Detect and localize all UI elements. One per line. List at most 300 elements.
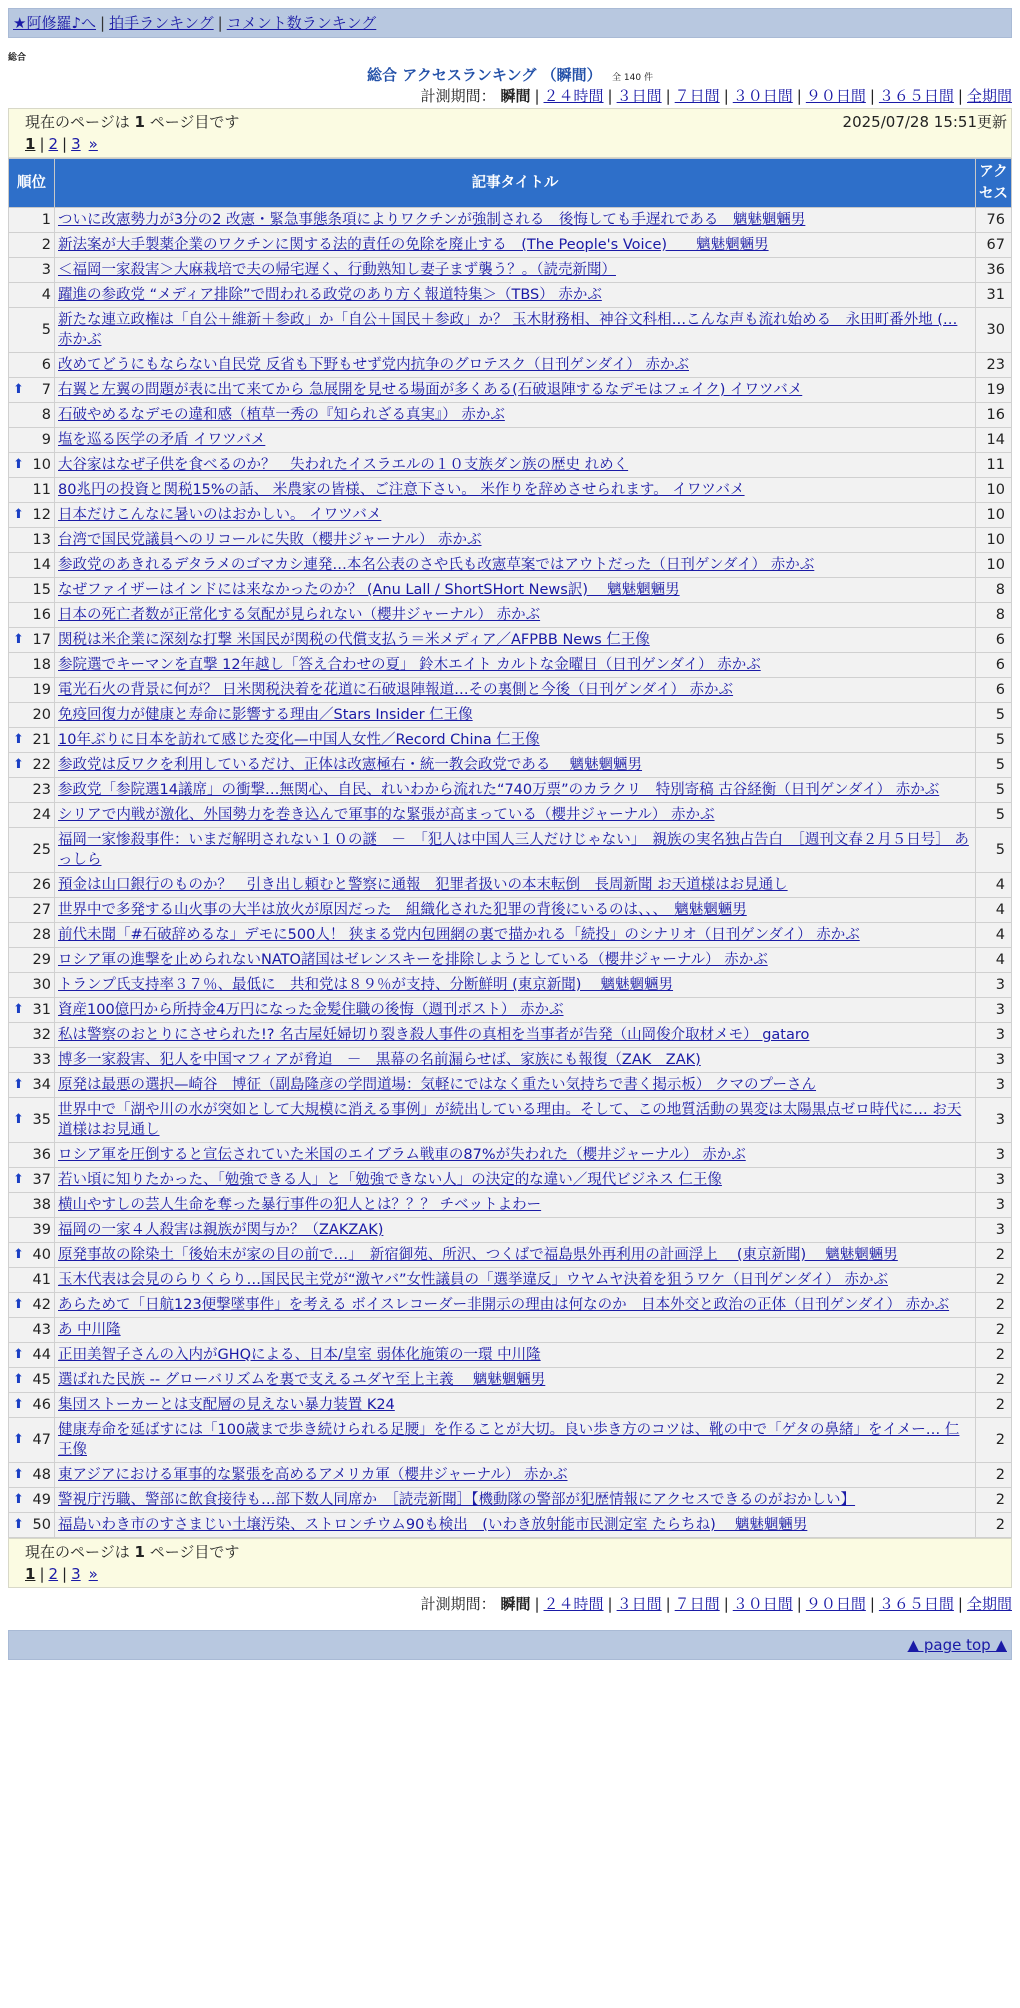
table-row [9, 1143, 1012, 1168]
rank-number: 8 [41, 407, 51, 423]
rank-number: 32 [32, 1027, 51, 1043]
period-link-3d[interactable]: ３日間 [616, 87, 662, 105]
period-link-365d[interactable]: ３６５日間 [878, 87, 954, 105]
article-title-link[interactable]: 玉木代表は会見のらりくらり…国民民主党が“激ヤバ”女性議員の「選挙違反」ウヤムヤ決着を狙うワケ（日刊ゲンダイ） 赤かぶ [58, 1272, 889, 1288]
access-count: 2 [976, 1293, 1012, 1318]
title-cell [55, 208, 976, 233]
period-link-all[interactable]: 全期間 [966, 1595, 1012, 1613]
rank-number: 48 [32, 1467, 51, 1483]
title-cell [55, 628, 976, 653]
col-header-rank: 順位 [9, 159, 55, 208]
rank-number: 11 [32, 482, 51, 498]
rank-number: 40 [32, 1247, 51, 1263]
rank-cell [9, 1243, 55, 1268]
nav-link-comment-ranking[interactable]: コメント数ランキング [226, 14, 377, 32]
table-row [9, 1513, 1012, 1538]
article-title-link[interactable]: 福岡一家惨殺事件：いまだ解明されない１０の謎 － 「犯人は中国人三人だけじゃない」 親族の実名独占告白 ［週刊文春２月５日号］ あっしら [58, 832, 969, 868]
access-count: 3 [976, 1023, 1012, 1048]
access-count: 36 [976, 258, 1012, 283]
up-arrow-icon: ⬆ [13, 1517, 24, 1532]
rank-cell [9, 973, 55, 998]
access-count: 4 [976, 948, 1012, 973]
table-row [9, 898, 1012, 923]
period-link-24h[interactable]: ２４時間 [543, 1595, 604, 1613]
rank-number: 37 [32, 1172, 51, 1188]
table-row [9, 258, 1012, 283]
rank-number: 18 [32, 657, 51, 673]
article-title-link[interactable]: 日本だけこんなに暑いのはおかしい。 イワツバメ [58, 507, 382, 523]
title-cell [55, 873, 976, 898]
article-title-link[interactable]: 正田美智子さんの入内がGHQによる、日本/皇室 弱体化施策の一環 中川隆 [58, 1347, 541, 1363]
article-title-link[interactable]: 新たな連立政権は「自公＋維新＋参政」か「自公＋国民＋参政」か？ 玉木財務相、神谷文科相…こんな声も流れ始める 永田町番外地 (… 赤かぶ [58, 312, 958, 348]
rank-cell [9, 578, 55, 603]
title-cell [55, 1513, 976, 1538]
title-cell [55, 753, 976, 778]
title-cell [55, 453, 976, 478]
access-count: 23 [976, 353, 1012, 378]
article-title-link[interactable]: 世界中で多発する山火事の大半は放火が原因だった 組織化された犯罪の背後にいるのは、、、 魑魅魍魎男 [58, 902, 747, 918]
article-title-link[interactable]: 右翼と左翼の問題が表に出て来てから 急展開を見せる場面が多くある(石破退陣するなデモはフェイク) イワツバメ [58, 382, 803, 398]
article-title-link[interactable]: 原発は最悪の選択—崎谷 博征（副島隆彦の学問道場：気軽にではなく重たい気持ちで書く掲示板） クマのプーさん [58, 1077, 817, 1093]
access-count: 4 [976, 923, 1012, 948]
rank-cell [9, 1293, 55, 1318]
nav-separator: | [217, 14, 223, 32]
period-link-7d[interactable]: ７日間 [674, 1595, 720, 1613]
title-cell [55, 728, 976, 753]
access-count: 3 [976, 1143, 1012, 1168]
rank-cell [9, 678, 55, 703]
access-count: 2 [976, 1418, 1012, 1463]
article-title-link[interactable]: 原発事故の除染土「後始末が家の目の前で…」 新宿御苑、所沢、つくばで福島県外再利用の計画浮上 (東京新聞) 魑魅魍魎男 [58, 1247, 898, 1263]
up-arrow-icon: ⬆ [13, 1432, 24, 1447]
access-count: 4 [976, 873, 1012, 898]
article-title-link[interactable]: 横山やすしの芸人生命を奪った暴行事件の犯人とは？？？ チベットよわー [58, 1197, 542, 1213]
table-row [9, 428, 1012, 453]
rank-number: 6 [41, 357, 51, 373]
rank-cell [9, 1048, 55, 1073]
rank-cell [9, 233, 55, 258]
access-count: 2 [976, 1343, 1012, 1368]
period-selector-bottom: 計測期間： 瞬間 | ２４時間 | ３日間 | ７日間 | ３０日間 | ９０日間 | ３６５日間 | 全期間 [420, 1595, 1012, 1613]
article-title-link[interactable]: シリアで内戦が激化、外国勢力を巻き込んで軍事的な緊張が高まっている（櫻井ジャーナル） 赤かぶ [58, 807, 715, 823]
table-row [9, 803, 1012, 828]
access-count: 31 [976, 283, 1012, 308]
up-arrow-icon: ⬆ [13, 732, 24, 747]
ranking-title-row [8, 64, 1012, 84]
up-arrow-icon: ⬆ [13, 632, 24, 647]
pager-link-page-2[interactable]: 2 [48, 135, 59, 153]
table-row [9, 628, 1012, 653]
table-row [9, 1073, 1012, 1098]
title-cell [55, 1143, 976, 1168]
title-cell [55, 1243, 976, 1268]
current-page-text: 現在のページは 1 ページ目です [25, 1543, 240, 1561]
total-count: 全 140 件 [612, 73, 653, 83]
access-count: 3 [976, 973, 1012, 998]
article-title-link[interactable]: 新法案が大手製薬企業のワクチンに関する法的責任の免除を廃止する (The People's Voice) 魑魅魍魎男 [58, 237, 769, 253]
rank-number: 38 [32, 1197, 51, 1213]
table-row [9, 1023, 1012, 1048]
rank-cell [9, 353, 55, 378]
period-link-3d[interactable]: ３日間 [616, 1595, 662, 1613]
rank-number: 5 [41, 322, 51, 338]
rank-number: 16 [32, 607, 51, 623]
title-cell [55, 678, 976, 703]
access-count: 5 [976, 753, 1012, 778]
rank-cell [9, 1218, 55, 1243]
article-title-link[interactable]: 日本の死亡者数が正常化する気配が見られない（櫻井ジャーナル） 赤かぶ [58, 607, 541, 623]
rank-number: 24 [32, 807, 51, 823]
up-arrow-icon: ⬆ [13, 1492, 24, 1507]
period-link-7d[interactable]: ７日間 [674, 87, 720, 105]
rank-number: 49 [32, 1492, 51, 1508]
table-row [9, 1268, 1012, 1293]
top-nav [8, 8, 1012, 38]
access-count: 10 [976, 478, 1012, 503]
period-link-30d[interactable]: ３０日間 [732, 87, 793, 105]
title-cell [55, 1488, 976, 1513]
rank-number: 2 [41, 237, 51, 253]
access-count: 8 [976, 578, 1012, 603]
pager-current-page: 1 [25, 135, 36, 153]
rank-number: 41 [32, 1272, 51, 1288]
rank-cell [9, 1488, 55, 1513]
rank-cell [9, 828, 55, 873]
access-count: 2 [976, 1268, 1012, 1293]
rank-cell [9, 453, 55, 478]
rank-cell [9, 1318, 55, 1343]
rank-number: 1 [41, 212, 51, 228]
access-count: 67 [976, 233, 1012, 258]
rank-number: 39 [32, 1222, 51, 1238]
period-current: 瞬間 [500, 1595, 531, 1613]
rank-number: 21 [32, 732, 51, 748]
access-count: 5 [976, 828, 1012, 873]
access-count: 3 [976, 1048, 1012, 1073]
article-title-link[interactable]: あらためて「日航123便撃墜事件」を考える ボイスレコーダー非開示の理由は何なのか 日本外交と政治の正体（日刊ゲンダイ） 赤かぶ [58, 1297, 950, 1313]
article-title-link[interactable]: 集団ストーカーとは支配層の見えない暴力装置 K24 [58, 1397, 395, 1413]
rank-cell [9, 778, 55, 803]
rank-number: 9 [41, 432, 51, 448]
table-row [9, 453, 1012, 478]
table-row [9, 873, 1012, 898]
period-selector-top: 計測期間： 瞬間 | ２４時間 | ３日間 | ７日間 | ３０日間 | ９０日間 | ３６５日間 | 全期間 [420, 87, 1012, 105]
article-title-link[interactable]: 私は警察のおとりにさせられた!? 名古屋妊婦切り裂き殺人事件の真相を当事者が告発（山岡俊介取材メモ） gataro [58, 1027, 810, 1043]
current-page-text: 現在のページは 1 ページ目です [25, 113, 240, 131]
pager-top: 現在のページは 1 ページ目です 2025/07/28 15:51更新 1 | 2 | 3 » [8, 108, 1012, 158]
rank-cell [9, 553, 55, 578]
title-cell [55, 553, 976, 578]
article-title-link[interactable]: 参政党は反ワクを利用しているだけ、正体は改憲極右・統一教会政党である 魑魅魍魎男 [58, 757, 643, 773]
rank-number: 26 [32, 877, 51, 893]
article-title-link[interactable]: ＜福岡一家殺害＞大麻栽培で夫の帰宅遅く、行動熟知し妻子まず襲う？。（読売新聞） [58, 262, 616, 278]
article-title-link[interactable]: 改めてどうにもならない自民党 反省も下野もせず党内抗争のグロテスク（日刊ゲンダイ） 赤かぶ [58, 357, 689, 373]
table-row [9, 1193, 1012, 1218]
title-cell [55, 1023, 976, 1048]
rank-number: 23 [32, 782, 51, 798]
table-row [9, 1243, 1012, 1268]
access-count: 30 [976, 308, 1012, 353]
table-row [9, 353, 1012, 378]
rank-cell [9, 753, 55, 778]
title-cell [55, 1098, 976, 1143]
article-title-link[interactable]: ロシア軍を圧倒すると宣伝されていた米国のエイブラム戦車の87%が失われた（櫻井ジャーナル） 赤かぶ [58, 1147, 746, 1163]
access-count: 10 [976, 528, 1012, 553]
rank-number: 33 [32, 1052, 51, 1068]
table-row [9, 403, 1012, 428]
access-count: 5 [976, 728, 1012, 753]
table-row [9, 283, 1012, 308]
access-count: 3 [976, 1193, 1012, 1218]
title-cell [55, 1073, 976, 1098]
article-title-link[interactable]: あ 中川隆 [58, 1322, 121, 1338]
rank-cell [9, 653, 55, 678]
access-count: 3 [976, 1098, 1012, 1143]
article-title-link[interactable]: 電光石火の背景に何が？ 日米関税決着を花道に石破退陣報道…その裏側と今後（日刊ゲンダイ） 赤かぶ [58, 682, 734, 698]
pager-link-page-3[interactable]: 3 [71, 1565, 81, 1583]
rank-cell [9, 803, 55, 828]
table-row [9, 923, 1012, 948]
rank-number: 45 [32, 1372, 51, 1388]
rank-number: 30 [32, 977, 51, 993]
rank-number: 43 [32, 1322, 51, 1338]
table-row [9, 1368, 1012, 1393]
pager-link-next[interactable]: » [88, 135, 98, 153]
table-row [9, 233, 1012, 258]
access-count: 3 [976, 1168, 1012, 1193]
updated-timestamp: 2025/07/28 15:51更新 [842, 113, 1007, 131]
article-title-link[interactable]: 80兆円の投資と関税15%の話、 米農家の皆様、ご注意下さい。 米作りを辞めさせられます。 イワツバメ [58, 482, 745, 498]
table-row [9, 1488, 1012, 1513]
access-count: 2 [976, 1368, 1012, 1393]
nav-link-asyura-home[interactable]: ★阿修羅♪へ [13, 14, 97, 32]
article-title-link[interactable]: ロシア軍の進撃を止められないNATO諸国はゼレンスキーを排除しようとしている（櫻井ジャーナル） 赤かぶ [58, 952, 768, 968]
table-row [9, 678, 1012, 703]
rank-number: 22 [32, 757, 51, 773]
up-arrow-icon: ⬆ [13, 1347, 24, 1362]
access-count: 2 [976, 1488, 1012, 1513]
access-count: 8 [976, 603, 1012, 628]
period-link-365d[interactable]: ３６５日間 [878, 1595, 954, 1613]
title-cell [55, 948, 976, 973]
rank-cell [9, 1393, 55, 1418]
rank-cell [9, 1343, 55, 1368]
rank-cell [9, 1268, 55, 1293]
access-count: 6 [976, 653, 1012, 678]
pager-link-page-3[interactable]: 3 [71, 135, 81, 153]
col-header-access: アクセス [976, 159, 1012, 208]
table-row [9, 503, 1012, 528]
up-arrow-icon: ⬆ [13, 1467, 24, 1482]
article-title-link[interactable]: 大谷家はなぜ子供を食べるのか？ 失われたイスラエルの１０支族ダン族の歴史 れめく [58, 457, 629, 473]
rank-cell [9, 283, 55, 308]
rank-cell [9, 378, 55, 403]
title-cell [55, 478, 976, 503]
article-title-link[interactable]: 東アジアにおける軍事的な緊張を高めるアメリカ軍（櫻井ジャーナル） 赤かぶ [58, 1467, 568, 1483]
rank-number: 31 [32, 1002, 51, 1018]
article-title-link[interactable]: 健康寿命を延ばすには「100歳まで歩き続けられる足腰」を作ることが大切。良い歩き方のコツは、靴の中で「ゲタの鼻緒」をイメー… 仁王像 [58, 1422, 960, 1458]
title-cell [55, 923, 976, 948]
title-cell [55, 1168, 976, 1193]
access-count: 3 [976, 1073, 1012, 1098]
title-cell [55, 898, 976, 923]
up-arrow-icon: ⬆ [13, 1112, 24, 1127]
access-count: 2 [976, 1243, 1012, 1268]
rank-cell [9, 208, 55, 233]
table-row [9, 1168, 1012, 1193]
access-count: 10 [976, 553, 1012, 578]
page-top-link[interactable]: ▲ page top ▲ [907, 1636, 1007, 1654]
up-arrow-icon: ⬆ [13, 1397, 24, 1412]
title-cell [55, 308, 976, 353]
article-title-link[interactable]: 台湾で国民党議員へのリコールに失敗（櫻井ジャーナル） 赤かぶ [58, 532, 482, 548]
rank-cell [9, 258, 55, 283]
rank-number: 3 [41, 262, 51, 278]
access-count: 5 [976, 778, 1012, 803]
rank-number: 14 [32, 557, 51, 573]
article-title-link[interactable]: 10年ぶりに日本を訪れて感じた変化—中国人女性／Record China 仁王像 [58, 732, 540, 748]
access-count: 6 [976, 678, 1012, 703]
rank-cell [9, 948, 55, 973]
rank-number: 7 [41, 382, 51, 398]
table-row [9, 1393, 1012, 1418]
article-title-link[interactable]: 塩を巡る医学の矛盾 イワツバメ [58, 432, 266, 448]
title-cell [55, 428, 976, 453]
rank-number: 36 [32, 1147, 51, 1163]
table-row [9, 703, 1012, 728]
rank-cell [9, 1143, 55, 1168]
rank-number: 19 [32, 682, 51, 698]
article-title-link[interactable]: 世界中で「湖や川の水が突如として大規模に消える事例」が続出している理由。そして、この地質活動の異変は太陽黒点ゼロ時代に… お天道様はお見通し [58, 1102, 962, 1138]
title-cell [55, 1293, 976, 1318]
rank-cell [9, 528, 55, 553]
rank-cell [9, 1513, 55, 1538]
rank-number: 25 [32, 842, 51, 858]
table-row [9, 653, 1012, 678]
access-count: 76 [976, 208, 1012, 233]
up-arrow-icon: ⬆ [13, 757, 24, 772]
title-cell [55, 603, 976, 628]
title-cell [55, 378, 976, 403]
rank-cell [9, 703, 55, 728]
table-row [9, 998, 1012, 1023]
table-row [9, 1343, 1012, 1368]
access-count: 4 [976, 898, 1012, 923]
access-count: 10 [976, 503, 1012, 528]
title-cell [55, 653, 976, 678]
access-count: 14 [976, 428, 1012, 453]
ranking-table-body [9, 208, 1012, 1538]
title-cell [55, 1268, 976, 1293]
up-arrow-icon: ⬆ [13, 507, 24, 522]
rank-cell [9, 308, 55, 353]
rank-cell [9, 1193, 55, 1218]
period-current: 瞬間 [500, 87, 531, 105]
rank-cell [9, 898, 55, 923]
article-title-link[interactable]: 警視庁汚職、警部に飲食接待も…部下数人同席か ［読売新聞］【機動隊の警部が犯歴情報にアクセスできるのがおかしい】 [58, 1492, 856, 1508]
up-arrow-icon: ⬆ [13, 1247, 24, 1262]
rank-cell [9, 628, 55, 653]
title-cell [55, 778, 976, 803]
article-title-link[interactable]: 石破やめるなデモの違和感（植草一秀の『知られざる真実』） 赤かぶ [58, 407, 505, 423]
up-arrow-icon: ⬆ [13, 1172, 24, 1187]
article-title-link[interactable]: 躍進の参政党 “メディア排除”で問われる政党のあり方く報道特集＞（TBS） 赤かぶ [58, 287, 602, 303]
rank-number: 28 [32, 927, 51, 943]
table-row [9, 1318, 1012, 1343]
period-link-90d[interactable]: ９０日間 [805, 87, 866, 105]
article-title-link[interactable]: 参政党のあきれるデタラメのゴマカシ連発…本名公表のさや氏も改憲草案ではアウトだった（日刊ゲンダイ） 赤かぶ [58, 557, 815, 573]
rank-cell [9, 998, 55, 1023]
rank-cell [9, 1463, 55, 1488]
table-row [9, 1098, 1012, 1143]
title-cell [55, 1193, 976, 1218]
period-link-90d[interactable]: ９０日間 [805, 1595, 866, 1613]
article-title-link[interactable]: ついに改憲勢力が3分の2 改憲・緊急事態条項によりワクチンが強制される 後悔しても手遅れである 魑魅魍魎男 [58, 212, 806, 228]
article-title-link[interactable]: 資産100億円から所持金4万円になった金髪住職の後悔（週刊ポスト） 赤かぶ [58, 1002, 564, 1018]
period-label: 計測期間： [420, 1595, 496, 1613]
rank-number: 42 [32, 1297, 51, 1313]
rank-cell [9, 1098, 55, 1143]
up-arrow-icon: ⬆ [13, 1002, 24, 1017]
title-cell [55, 503, 976, 528]
rank-cell [9, 1418, 55, 1463]
period-label: 計測期間： [420, 87, 496, 105]
rank-number: 46 [32, 1397, 51, 1413]
access-count: 5 [976, 803, 1012, 828]
article-title-link[interactable]: 博多一家殺害、犯人を中国マフィアが脅迫 － 黒幕の名前漏らせば、家族にも報復（ZAK ZAK) [58, 1052, 701, 1068]
rank-cell [9, 923, 55, 948]
title-cell [55, 233, 976, 258]
article-title-link[interactable]: 参政党「参院選14議席」の衝撃…無関心、自民、れいわから流れた“740万票”のカラクリ 特別寄稿 古谷経衡（日刊ゲンダイ） 赤かぶ [58, 782, 940, 798]
article-title-link[interactable]: 選ばれた民族 -- グローバリズムを裏で支えるユダヤ至上主義 魑魅魍魎男 [58, 1372, 546, 1388]
article-title-link[interactable]: 福島いわき市のすさまじい土壌汚染、ストロンチウム90も検出 (いわき放射能市民測定室 たらちね) 魑魅魍魎男 [58, 1517, 808, 1533]
title-cell [55, 1463, 976, 1488]
rank-number: 4 [41, 287, 51, 303]
article-title-link[interactable]: 福岡の一家４人殺害は親族が関与か？（ZAKZAK) [58, 1222, 384, 1238]
pager-link-page-2[interactable]: 2 [48, 1565, 59, 1583]
rank-number: 20 [32, 707, 51, 723]
period-link-30d[interactable]: ３０日間 [732, 1595, 793, 1613]
article-title-link[interactable]: 免疫回復力が健康と寿命に影響する理由／Stars Insider 仁王像 [58, 707, 473, 723]
pager-link-next[interactable]: » [88, 1565, 98, 1583]
title-cell [55, 1418, 976, 1463]
rank-cell [9, 503, 55, 528]
table-row [9, 728, 1012, 753]
table-row [9, 828, 1012, 873]
article-title-link[interactable]: トランプ氏支持率３７％、最低に 共和党は８９％が支持、分断鮮明 (東京新聞) 魑魅魍魎男 [58, 977, 674, 993]
article-title-link[interactable]: 預金は山口銀行のものか？ 引き出し頼むと警察に通報 犯罪者扱いの本末転倒 長周新聞 お天道様はお見通し [58, 877, 788, 893]
table-row [9, 1218, 1012, 1243]
article-title-link[interactable]: 若い頃に知りたかった、「勉強できる人」と「勉強できない人」の決定的な違い／現代ビジネス 仁王像 [58, 1172, 722, 1188]
article-title-link[interactable]: なぜファイザーはインドには来なかったのか？ (Anu Lall / ShortSHort News訳) 魑魅魍魎男 [58, 582, 680, 598]
title-cell [55, 353, 976, 378]
article-title-link[interactable]: 前代未聞「#石破辞めるな」デモに500人！ 狭まる党内包囲網の裏で描かれる「続投」のシナリオ（日刊ゲンダイ） 赤かぶ [58, 927, 860, 943]
title-cell [55, 973, 976, 998]
nav-link-applause-ranking[interactable]: 拍手ランキング [109, 14, 214, 32]
article-title-link[interactable]: 関税は米企業に深刻な打撃 米国民が関税の代償支払う＝米メディア／AFPBB News 仁王像 [58, 632, 650, 648]
rank-number: 12 [32, 507, 51, 523]
access-count: 5 [976, 703, 1012, 728]
title-cell [55, 1318, 976, 1343]
period-link-24h[interactable]: ２４時間 [543, 87, 604, 105]
rank-number: 10 [32, 457, 51, 473]
table-row [9, 753, 1012, 778]
article-title-link[interactable]: 参院選でキーマンを直撃 12年越し「答え合わせの夏」 鈴木エイト カルトな金曜日（日刊ゲンダイ） 赤かぶ [58, 657, 761, 673]
col-header-title: 記事タイトル [55, 159, 976, 208]
title-cell [55, 528, 976, 553]
nav-separator: | [100, 14, 106, 32]
period-link-all[interactable]: 全期間 [966, 87, 1012, 105]
